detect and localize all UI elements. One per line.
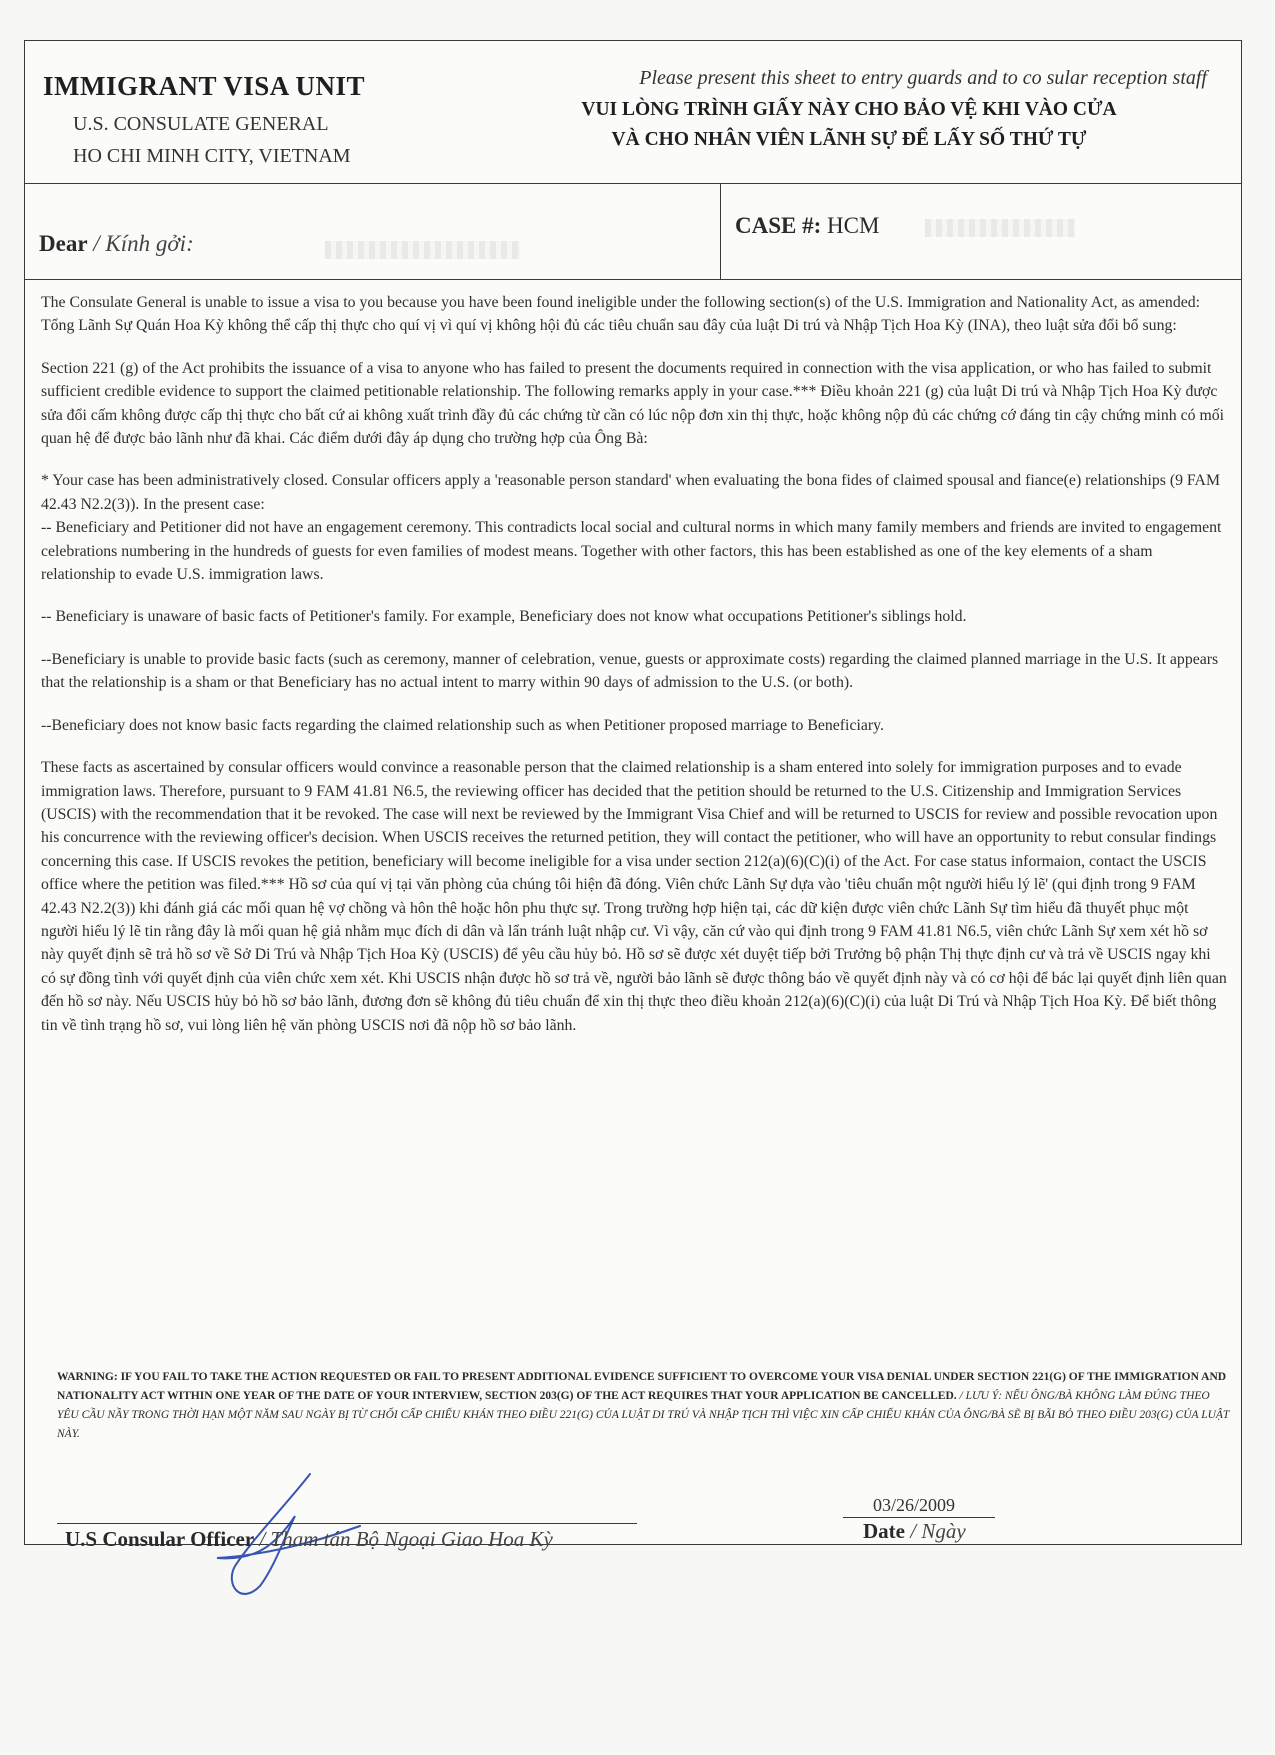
signature-line bbox=[57, 1523, 637, 1524]
officer-english: U.S Consular Officer bbox=[65, 1527, 255, 1551]
date-value: 03/26/2009 bbox=[873, 1495, 956, 1515]
refusal-body bbox=[41, 291, 1229, 1056]
closed-notice: * Your case has been administratively closed. Consular officers apply a 'reasonable person standard' when evaluating the bona fides of claimed spousal and fiance(e) relationships (9 FAM 42.43 N2.2(3)). In the present case: bbox=[41, 472, 1221, 513]
date-line bbox=[843, 1517, 995, 1518]
section-221g-paragraph: Section 221 (g) of the Act prohibits the issuance of a visa to anyone who has failed to present the documents required in connection with the visa application, or who has failed to submit sufficient credible evidence to support the claimed petitionable relationship. The following remarks apply in your case.*** Điều khoản 221 (g) của luật Di trú và Nhập Tịch Hoa Kỳ được sửa đổi cấm không được cấp thị thực cho bất cứ ai không xuất trình đầy đủ các chứng từ cần có lúc nộp đơn xin thị thực, hoặc không nộp đủ các chứng cớ đáng tin cậy chứng minh có mối quan hệ để được bảo lãnh như đã khai. Các điểm dưới đây áp dụng cho trường hợp của Ông Bà: bbox=[41, 359, 1225, 448]
officer-separator: / bbox=[254, 1527, 271, 1551]
consulate-location: HO CHI MINH CITY, VIETNAM bbox=[73, 145, 351, 167]
instruction-english: Please present this sheet to entry guards and to co sular reception staff bbox=[639, 67, 1207, 89]
instruction-vietnamese-line1: VUI LÒNG TRÌNH GIẤY NÀY CHO BẢO VỆ KHI VÀO CỬA bbox=[581, 99, 1117, 120]
remark-engagement: -- Beneficiary and Petitioner did not have an engagement ceremony. This contradicts local social and cultural norms in which many family members and friends are invited to engagement celebrations numbering in the hundreds of guests for even families of modest means. Together with other factors, this has been established as one of the key elements of a sham relationship to evade U.S. immigration laws. bbox=[41, 519, 1222, 584]
salutation-english: Dear bbox=[39, 231, 88, 256]
remark-marriage-plans: --Beneficiary is unable to provide basic facts (such as ceremony, manner of celebration, venue, guests or approximate costs) regarding the claimed planned marriage in the U.S. It appears that the relationship is a sham or that Beneficiary has no actual intent to marry within 90 days of admission to the U.S. (or both). bbox=[41, 650, 1219, 692]
date-english: Date bbox=[863, 1519, 905, 1543]
header-divider bbox=[720, 183, 721, 279]
visa-refusal-sheet bbox=[24, 40, 1242, 1551]
salutation-vietnamese: Kính gởi: bbox=[105, 231, 194, 256]
date-label bbox=[863, 1519, 966, 1544]
date-vietnamese: Ngày bbox=[921, 1519, 966, 1543]
warning-vietnamese: / LƯU Ý: NẾU ÔNG/BÀ KHÔNG LÀM ĐÚNG THEO YÊU CẦU NẦY TRONG THỜI HẠN MỘT NĂM SAU NGÀY BỊ TỪ CHỐI CẤP CHIẾU KHÁN THEO ĐIỀU 221(G) CỦA LUẬT DI TRÚ VÀ NHẬP TỊCH THÌ VIỆC XIN CẤP CHIẾU KHÁN CỦA ÔNG/BÀ SẼ BỊ BÃI BỎ THEO ĐIỀU 203(G) CỦA LUẬT NÀY. bbox=[57, 1390, 1230, 1440]
case-prefix: HCM bbox=[827, 213, 880, 238]
intro-paragraph: The Consulate General is unable to issue a visa to you because you have been found ineligible under the following section(s) of the U.S. Immigration and Nationality Act, as amended: Tổng Lãnh Sự Quán Hoa Kỳ không thể cấp thị thực cho quí vị vì quí vị không hội đủ các tiêu chuẩn sau đây của luật Di trú và Nhập Tịch Hoa Kỳ (INA), theo luật sửa đổi bổ sung: bbox=[41, 294, 1201, 335]
salutation-separator: / bbox=[87, 231, 106, 256]
conclusion-paragraph: These facts as ascertained by consular officers would convince a reasonable person that the claimed relationship is a sham entered into solely for immigration purposes and to evade immigration laws. Therefore, pursuant to 9 FAM 41.81 N6.5, the reviewing officer has decided that the petition should be returned to the U.S. Citizenship and Immigration Services (USCIS) with the recommendation that it be revoked. The case will next be reviewed by the Immigrant Visa Chief and will be returned to USCIS for review and possible revocation upon his concurrence with the reviewing officer's decision. When USCIS receives the returned petition, they will contact the petitioner, who will have an opportunity to rebut consular findings concerning this case. If USCIS revokes the petition, beneficiary will become ineligible for a visa under section 212(a)(6)(C)(i) of the Act. For case status informaion, contact the USCIS office where the petition was filed.*** Hồ sơ của quí vị tại văn phòng của chúng tôi hiện đã đóng. Viên chức Lãnh Sự dựa vào 'tiêu chuẩn một người hiểu lý lẽ' (qui định trong 9 FAM 42.43 N2.2(3)) khi đánh giá các mối quan hệ vợ chồng và hôn thê hoặc hôn phu thực sự. Trong trường hợp hiện tại, các dữ kiện được viên chức Lãnh Sự tìm hiểu đã thuyết phục một người hiểu lý lẽ tin rằng đây là mối quan hệ giả nhằm mục đích di dân và lẩn tránh luật nhập cư. Vì vậy, căn cứ vào qui định trong 9 FAM 41.81 N6.5, viên chức Lãnh Sự xem xét hồ sơ này quyết định sẽ trả hồ sơ về Sở Di Trú và Nhập Tịch Hoa Kỳ (USCIS) để yêu cầu hủy bỏ. Hồ sơ sẽ được xét duyệt tiếp bởi Trưởng bộ phận Thị thực định cư và trả về USCIS ngay khi có sự đồng tình với quyết định của viên chức xem xét. Khi USCIS nhận được hồ sơ trả về, người bảo lãnh sẽ được thông báo về quyết định này và có cơ hội để bác lại quyết định liên quan đến hồ sơ này. Nếu USCIS hủy bỏ hồ sơ bảo lãnh, đương đơn sẽ không đủ tiêu chuẩn để xin thị thực theo điều khoản 212(a)(6)(C)(i) của luật Di Trú và Nhập Tịch Hoa Kỳ. Để biết thông tin về tình trạng hồ sơ, vui lòng liên hệ văn phòng USCIS nơi đã nộp hồ sơ bảo lãnh. bbox=[41, 759, 1227, 1034]
addressee-row bbox=[25, 183, 1241, 280]
salutation bbox=[39, 231, 194, 257]
warning-english: WARNING: IF YOU FAIL TO TAKE THE ACTION REQUESTED OR FAIL TO PRESENT ADDITIONAL EVIDENCE SUFFICIENT TO OVERCOME YOUR VISA DENIAL UNDER SECTION 221(G) OF THE IMMIGRATION AND NATIONALITY ACT WITHIN ONE YEAR OF THE DATE OF YOUR INTERVIEW, SECTION 203(G) OF THE ACT REQUIRES THAT YOUR APPLICATION BE CANCELLED. bbox=[57, 1371, 1227, 1402]
consulate-name: U.S. CONSULATE GENERAL bbox=[73, 113, 329, 135]
remark-relationship: --Beneficiary does not know basic facts regarding the claimed relationship such as when Petitioner proposed marriage to Beneficiary. bbox=[41, 716, 884, 734]
warning-notice bbox=[57, 1368, 1232, 1444]
instruction-vietnamese-line2: VÀ CHO NHÂN VIÊN LÃNH SỰ ĐỂ LẤY SỐ THỨ TỰ bbox=[611, 129, 1087, 150]
redacted-case-number bbox=[925, 219, 1075, 237]
header-block bbox=[25, 41, 1241, 184]
consular-officer-label bbox=[65, 1527, 553, 1552]
date-separator: / bbox=[904, 1519, 922, 1543]
case-label: CASE #: bbox=[735, 213, 822, 238]
redacted-name bbox=[325, 241, 520, 259]
case-number bbox=[735, 213, 879, 239]
officer-vietnamese: Tham tán Bộ Ngoại Giao Hoa Kỳ bbox=[270, 1527, 553, 1551]
unit-title: IMMIGRANT VISA UNIT bbox=[43, 71, 366, 101]
remark-family: -- Beneficiary is unaware of basic facts of Petitioner's family. For example, Beneficiary does not know what occupations Petitioner's siblings hold. bbox=[41, 608, 967, 626]
